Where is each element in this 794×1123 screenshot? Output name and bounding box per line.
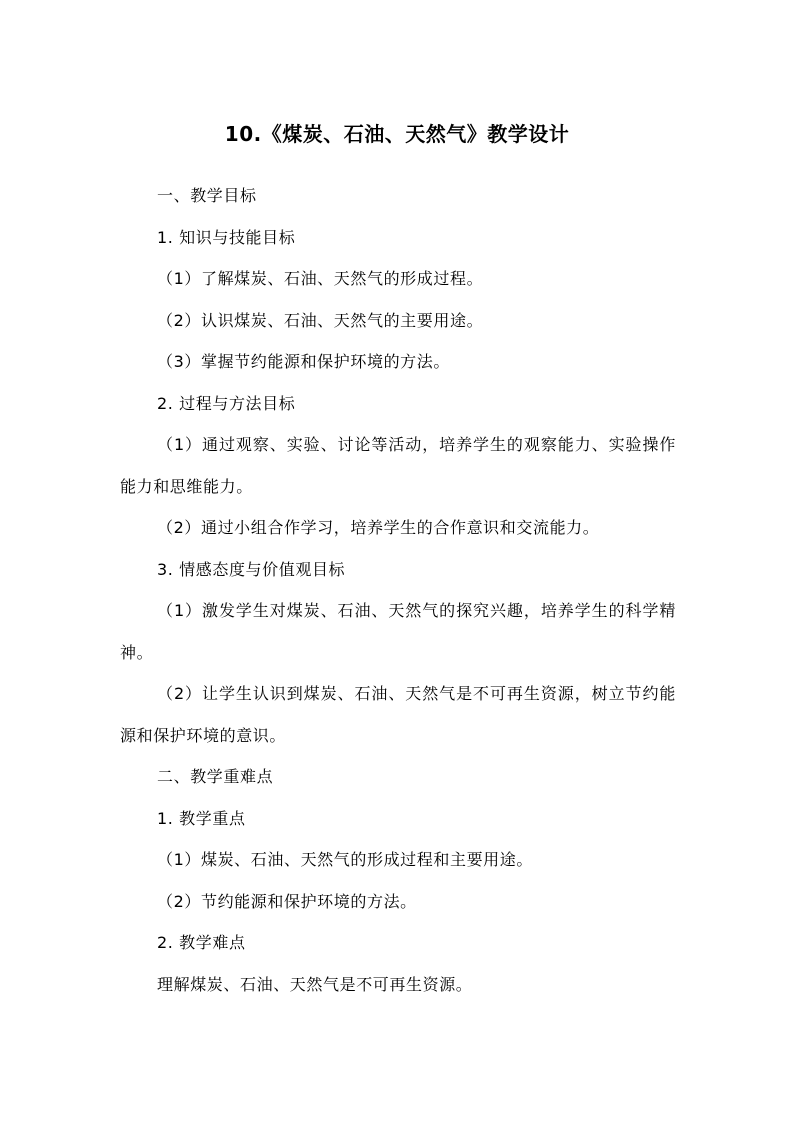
subheading-emotion-values: 3. 情感态度与价值观目标 <box>157 559 346 579</box>
document-title: 10.《煤炭、石油、天然气》教学设计 <box>224 122 570 146</box>
subheading-knowledge-skills: 1. 知识与技能目标 <box>157 227 296 247</box>
document-body <box>120 175 676 1005</box>
list-item: （1）煤炭、石油、天然气的形成过程和主要用途。 <box>157 850 533 869</box>
list-item: （1）通过观察、实验、讨论等活动，培养学生的观察能力、实验操作能力和思维能力。 <box>120 435 676 496</box>
subheading-difficult-points: 2. 教学难点 <box>157 933 246 952</box>
list-item: （2）节约能源和保护环境的方法。 <box>157 891 417 911</box>
paragraph-text: 理解煤炭、石油、天然气是不可再生资源。 <box>157 974 473 994</box>
list-item: （2）让学生认识到煤炭、石油、天然气是不可再生资源，树立节约能源和保护环境的意识。 <box>120 684 676 745</box>
list-item: （1）了解煤炭、石油、天然气的形成过程。 <box>157 269 484 288</box>
list-item: （2）通过小组合作学习，培养学生的合作意识和交流能力。 <box>157 518 600 537</box>
section-heading-objectives: 一、教学目标 <box>157 186 257 205</box>
list-item: （1）激发学生对煤炭、石油、天然气的探究兴趣，培养学生的科学精神。 <box>120 601 676 662</box>
list-item: （2）认识煤炭、石油、天然气的主要用途。 <box>157 310 484 330</box>
list-item: （3）掌握节约能源和保护环境的方法。 <box>157 352 450 371</box>
section-heading-key-difficult-points: 二、教学重难点 <box>157 767 274 786</box>
subheading-process-methods: 2. 过程与方法目标 <box>157 393 296 413</box>
subheading-key-points: 1. 教学重点 <box>157 808 246 828</box>
